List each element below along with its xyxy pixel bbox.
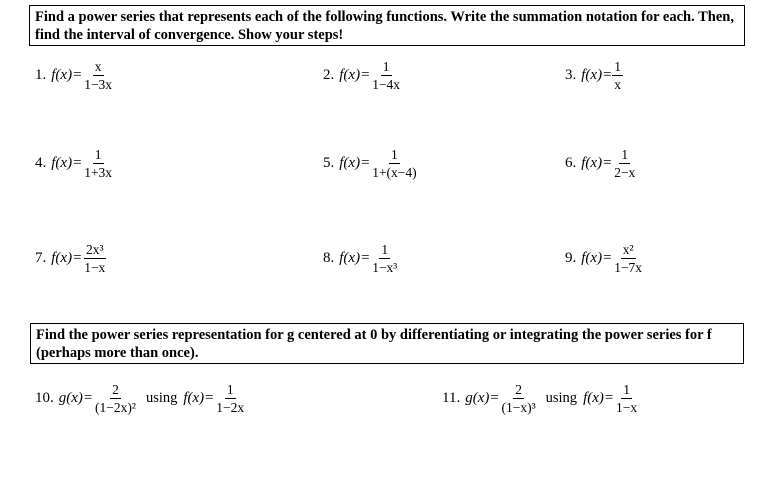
problem-9 [565,233,644,283]
problem-number: 11. [442,389,461,406]
fraction [612,147,637,180]
fraction [82,147,114,180]
fraction [370,59,402,92]
fraction [612,59,623,92]
problem-number: 7. [35,249,47,266]
numerator: 1 [382,58,390,74]
function-lhs: f(x)= [51,249,83,266]
fraction [82,59,114,92]
function-lhs: f(x)= [51,66,83,83]
fraction [370,147,418,180]
denominator: 1−3x [84,76,113,92]
function-lhs: f(x)= [339,249,371,266]
problem-number: 3. [565,66,577,83]
fraction [214,382,246,415]
function-lhs: f(x)= [581,154,613,171]
function-lhs: f(x)= [51,154,83,171]
fraction [370,242,399,275]
problem-11 [442,373,639,423]
problem-1 [35,50,114,100]
problem-number: 1. [35,66,47,83]
problem-5 [323,138,419,188]
numerator: 2 [112,381,119,397]
numerator: x [94,58,102,74]
denominator: 1−x³ [372,259,398,275]
denominator: 1+(x−4) [372,164,417,180]
numerator: 1 [614,58,621,74]
problem-number: 4. [35,154,47,171]
problem-8 [323,233,399,283]
problem-4 [35,138,114,188]
problem-number: 9. [565,249,577,266]
function-lhs: f(x)= [339,66,371,83]
denominator: 1−x [616,399,638,415]
numerator: 1 [623,381,630,397]
denominator: 1−x [84,259,106,275]
instructions-part2: Find the power series representation for g centered at 0 by differentiating or integrating the power series for f (perhaps more than once). [30,323,744,364]
denominator: x [614,76,621,92]
function-lhs: f(x)= [581,249,613,266]
function-lhs: f(x)= [583,389,614,406]
instructions-part1: Find a power series that represents each of the following functions. Write the summation notation for each. Then, find the interval of convergence. Show your steps! [29,5,745,46]
function-lhs: f(x)= [339,154,371,171]
numerator: 1 [94,146,102,162]
problem-number: 10. [35,389,54,406]
numerator: x² [622,241,634,257]
problem-3 [565,50,623,100]
numerator: 1 [621,146,629,162]
fraction [614,382,639,415]
problem-number: 6. [565,154,577,171]
using-word: using [545,389,578,406]
numerator: 2x³ [85,241,104,257]
fraction [612,242,644,275]
function-lhs: f(x)= [183,389,215,406]
denominator: 1+3x [84,164,113,180]
denominator: 1−2x [216,399,245,415]
problem-2 [323,50,402,100]
numerator: 2 [515,381,522,397]
fraction [499,382,537,415]
denominator: 1−7x [614,259,643,275]
denominator: (1−x)³ [501,399,536,415]
denominator: (1−2x)² [95,399,136,415]
problem-number: 5. [323,154,335,171]
problem-number: 8. [323,249,335,266]
problem-7 [35,233,107,283]
denominator: 1−4x [372,76,401,92]
fraction [82,242,107,275]
denominator: 2−x [614,164,636,180]
fraction [93,382,138,415]
problem-10 [35,373,246,423]
function-lhs: f(x)= [581,66,613,83]
using-word: using [145,389,178,406]
numerator: 1 [226,381,234,397]
function-lhs: g(x)= [58,389,94,406]
numerator: 1 [391,146,398,162]
problem-6 [565,138,637,188]
numerator: 1 [381,241,389,257]
function-lhs: g(x)= [465,389,500,406]
problem-number: 2. [323,66,335,83]
